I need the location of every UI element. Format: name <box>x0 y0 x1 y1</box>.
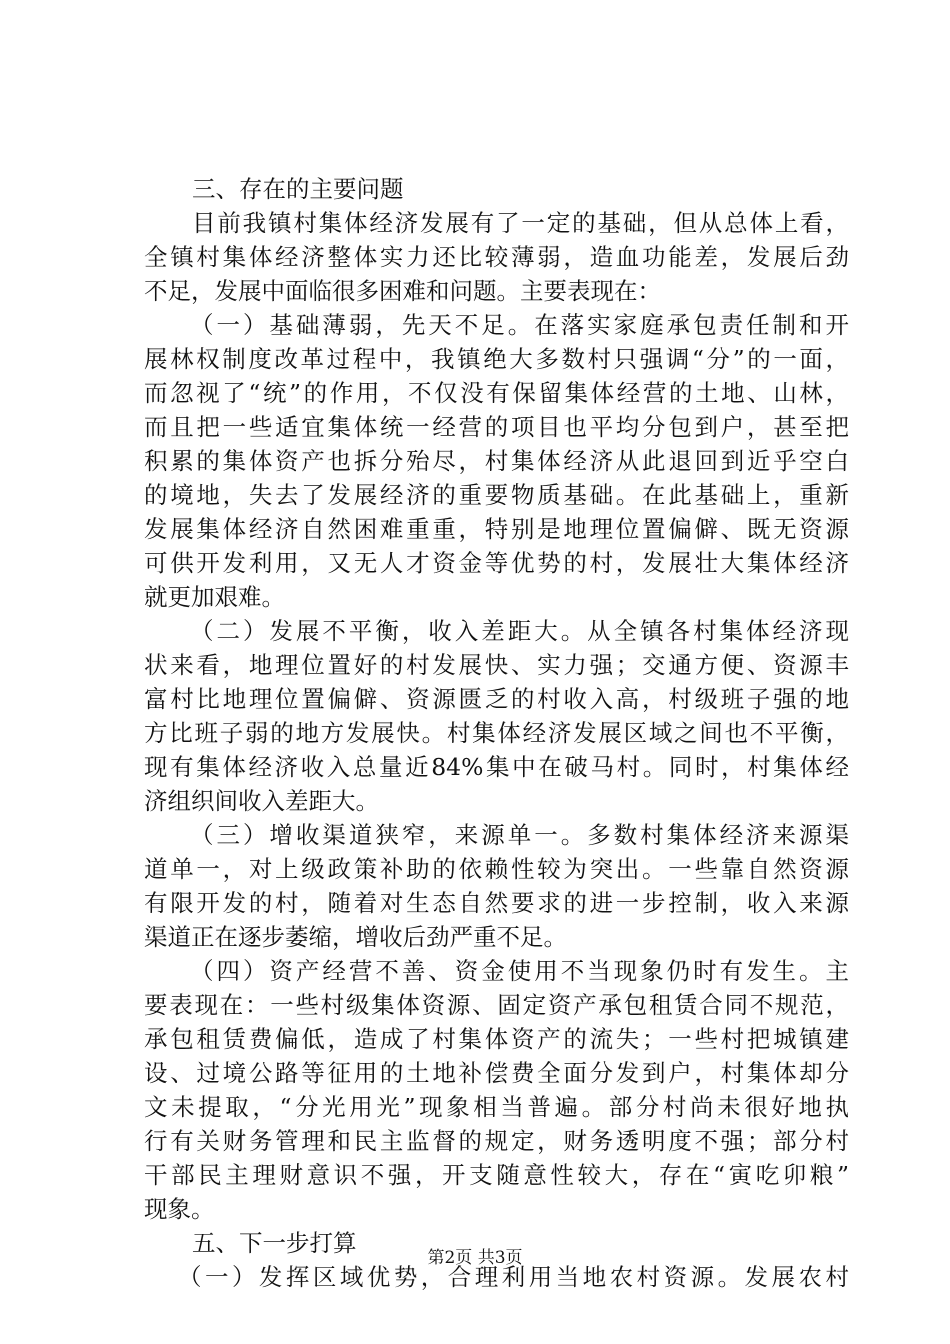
body-line: （二）发展不平衡，收入差距大。从全镇各村集体经济现 <box>190 617 849 645</box>
body-line: （一）基础薄弱，先天不足。在落实家庭承包责任制和开 <box>190 311 849 339</box>
body-line-last: （一）发挥区域优势，合理利用当地农村资源。发展农村 <box>178 1263 849 1291</box>
document-body <box>144 172 849 1294</box>
body-line: 现有集体经济收入总量近84%集中在破马村。同时，村集体经 <box>144 753 849 781</box>
body-line: 展林权制度改革过程中，我镇绝大多数村只强调“分”的一面， <box>144 345 849 373</box>
body-line: 设、过境公路等征用的土地补偿费全面分发到户，村集体却分 <box>144 1059 849 1087</box>
body-line: 状来看，地理位置好的村发展快、实力强；交通方便、资源丰 <box>144 651 849 679</box>
body-line: 可供开发利用，又无人才资金等优势的村，发展壮大集体经济 <box>144 549 849 577</box>
body-line: 渠道正在逐步萎缩，增收后劲严重不足。 <box>144 923 567 951</box>
body-line: 富村比地理位置偏僻、资源匮乏的村收入高，村级班子强的地 <box>144 685 849 713</box>
body-line: 道单一，对上级政策补助的依赖性较为突出。一些靠自然资源 <box>144 855 849 883</box>
body-line: 全镇村集体经济整体实力还比较薄弱，造血功能差，发展后劲 <box>144 243 849 271</box>
body-line: 积累的集体资产也拆分殆尽，村集体经济从此退回到近乎空白 <box>144 447 849 475</box>
body-line: 要表现在：一些村级集体资源、固定资产承包租赁合同不规范， <box>144 991 849 1019</box>
body-lines <box>144 206 849 1226</box>
page-footer: 第2页 共3页 <box>427 1248 523 1268</box>
body-line: （三）增收渠道狭窄，来源单一。多数村集体经济来源渠 <box>190 821 849 849</box>
body-line: 的境地，失去了发展经济的重要物质基础。在此基础上，重新 <box>144 481 849 509</box>
section-heading-problems: 三、存在的主要问题 <box>192 175 404 203</box>
body-line: 就更加艰难。 <box>144 583 285 611</box>
body-line: 现象。 <box>144 1195 215 1223</box>
body-line: 承包租赁费偏低，造成了村集体资产的流失；一些村把城镇建 <box>144 1025 849 1053</box>
body-line: 干部民主理财意识不强，开支随意性较大，存在“寅吃卯粮” <box>144 1161 849 1189</box>
body-line: 不足，发展中面临很多困难和问题。主要表现在： <box>144 277 661 305</box>
body-line: 行有关财务管理和民主监督的规定，财务透明度不强；部分村 <box>144 1127 849 1155</box>
body-line: 文未提取，“分光用光”现象相当普遍。部分村尚未很好地执 <box>144 1093 849 1121</box>
body-line: 目前我镇村集体经济发展有了一定的基础，但从总体上看， <box>192 209 849 237</box>
body-line: 济组织间收入差距大。 <box>144 787 379 815</box>
body-line: 而且把一些适宜集体统一经营的项目也平均分包到户，甚至把 <box>144 413 849 441</box>
body-line: （四）资产经营不善、资金使用不当现象仍时有发生。主 <box>190 957 849 985</box>
section-heading-next-steps: 五、下一步打算 <box>192 1229 357 1257</box>
body-line: 发展集体经济自然困难重重，特别是地理位置偏僻、既无资源 <box>144 515 849 543</box>
body-line: 方比班子弱的地方发展快。村集体经济发展区域之间也不平衡， <box>144 719 849 747</box>
body-line: 有限开发的村，随着对生态自然要求的进一步控制，收入来源 <box>144 889 849 917</box>
body-line: 而忽视了“统”的作用，不仅没有保留集体经营的土地、山林， <box>144 379 849 407</box>
